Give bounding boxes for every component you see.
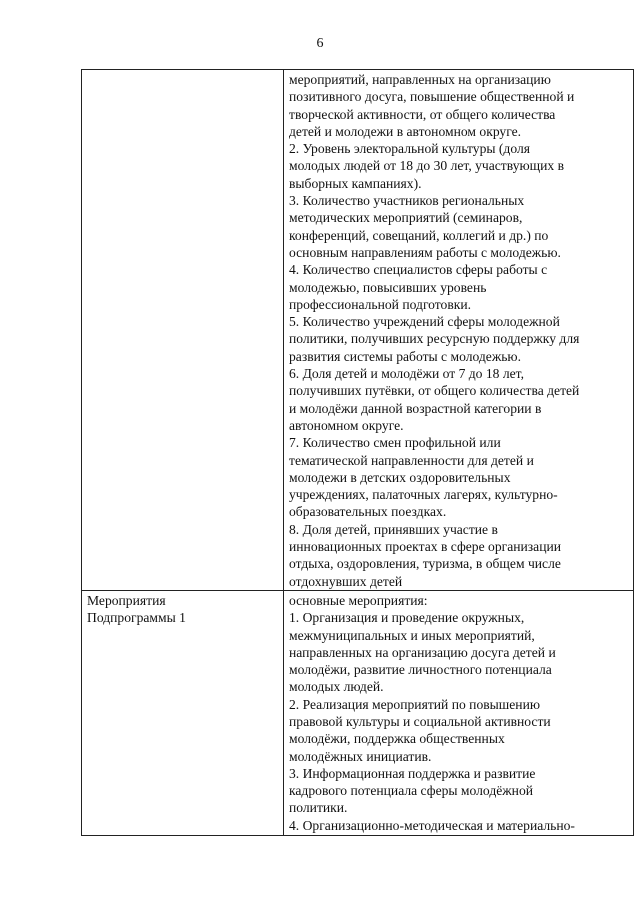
text-line: автономном округе. bbox=[289, 417, 404, 433]
text-line: тематической направленности для детей и bbox=[289, 452, 534, 468]
text-line: 4. Количество специалистов сферы работы с bbox=[289, 262, 548, 278]
text-line: 2. Уровень электоральной культуры (доля bbox=[289, 141, 530, 157]
text-line: основные мероприятия: bbox=[289, 592, 428, 608]
row2-right-cell bbox=[284, 590, 634, 835]
text-line: развития системы работы с молодежью. bbox=[289, 348, 521, 364]
text-line: 2. Реализация мероприятий по повышению bbox=[289, 696, 541, 712]
text-line: профессиональной подготовки. bbox=[289, 296, 472, 312]
text-line: творческой активности, от общего количества bbox=[289, 106, 556, 122]
text-line: позитивного досуга, повышение общественной и bbox=[289, 89, 575, 105]
text-line: 3. Количество участников региональных bbox=[289, 193, 525, 209]
text-line: отдыха, оздоровления, туризма, в общем числе bbox=[289, 556, 561, 572]
text-line: кадрового потенциала сферы молодёжной bbox=[289, 783, 534, 799]
text-line: правовой культуры и социальной активности bbox=[289, 713, 551, 729]
page-number: 6 bbox=[316, 36, 324, 51]
text-line: молодёжи, поддержка общественных bbox=[289, 731, 505, 747]
text-line: основным направлениям работы с молодежью. bbox=[289, 244, 561, 260]
text-line: 6. Доля детей и молодёжи от 7 до 18 лет, bbox=[289, 366, 525, 382]
text-line: политики. bbox=[289, 800, 348, 816]
text-line: и молодёжи данной возрастной категории в bbox=[289, 400, 542, 416]
text-line: 3. Информационная поддержка и развитие bbox=[289, 765, 536, 781]
text-line: 4. Организационно-методическая и материально- bbox=[289, 817, 575, 833]
text-line: Подпрограммы 1 bbox=[87, 610, 186, 626]
text-line: конференций, совещаний, коллегий и др.) по bbox=[289, 227, 549, 243]
text-line: молодёжных инициатив. bbox=[289, 748, 432, 764]
row1-right-cell bbox=[284, 70, 634, 591]
table-row-activities bbox=[82, 590, 634, 835]
text-line: учреждениях, палаточных лагерях, культурно- bbox=[289, 487, 558, 503]
text-line: выборных кампаниях). bbox=[289, 175, 422, 191]
text-line: молодежи в детских оздоровительных bbox=[289, 469, 511, 485]
text-line: детей и молодежи в автономном округе. bbox=[289, 123, 522, 139]
text-line: политики, получивших ресурсную поддержку для bbox=[289, 331, 580, 347]
text-line: получивших путёвки, от общего количества детей bbox=[289, 383, 580, 399]
text-line: межмуниципальных и иных мероприятий, bbox=[289, 627, 535, 643]
text-line: молодёжи, развитие личностного потенциала bbox=[289, 662, 552, 678]
text-line: 7. Количество смен профильной или bbox=[289, 435, 501, 451]
text-line: 1. Организация и проведение окружных, bbox=[289, 610, 525, 626]
table-row-indicators bbox=[82, 70, 634, 591]
text-line: отдохнувших детей bbox=[289, 573, 403, 589]
text-line: образовательных поездках. bbox=[289, 504, 447, 520]
text-line: молодых людей. bbox=[289, 679, 384, 695]
text-line: 5. Количество учреждений сферы молодежной bbox=[289, 314, 560, 330]
text-line: методических мероприятий (семинаров, bbox=[289, 210, 523, 226]
text-line: 8. Доля детей, принявших участие в bbox=[289, 521, 498, 537]
row1-left-cell bbox=[82, 70, 284, 591]
text-line: Мероприятия bbox=[87, 592, 166, 608]
text-line: молодежью, повысивших уровень bbox=[289, 279, 487, 295]
text-line: молодых людей от 18 до 30 лет, участвующих в bbox=[289, 158, 565, 174]
text-line: направленных на организацию досуга детей и bbox=[289, 644, 556, 660]
text-line: инновационных проектах в сфере организации bbox=[289, 539, 562, 555]
text-line: мероприятий, направленных на организацию bbox=[289, 72, 551, 87]
row2-left-cell bbox=[82, 590, 284, 835]
program-table bbox=[81, 69, 634, 836]
